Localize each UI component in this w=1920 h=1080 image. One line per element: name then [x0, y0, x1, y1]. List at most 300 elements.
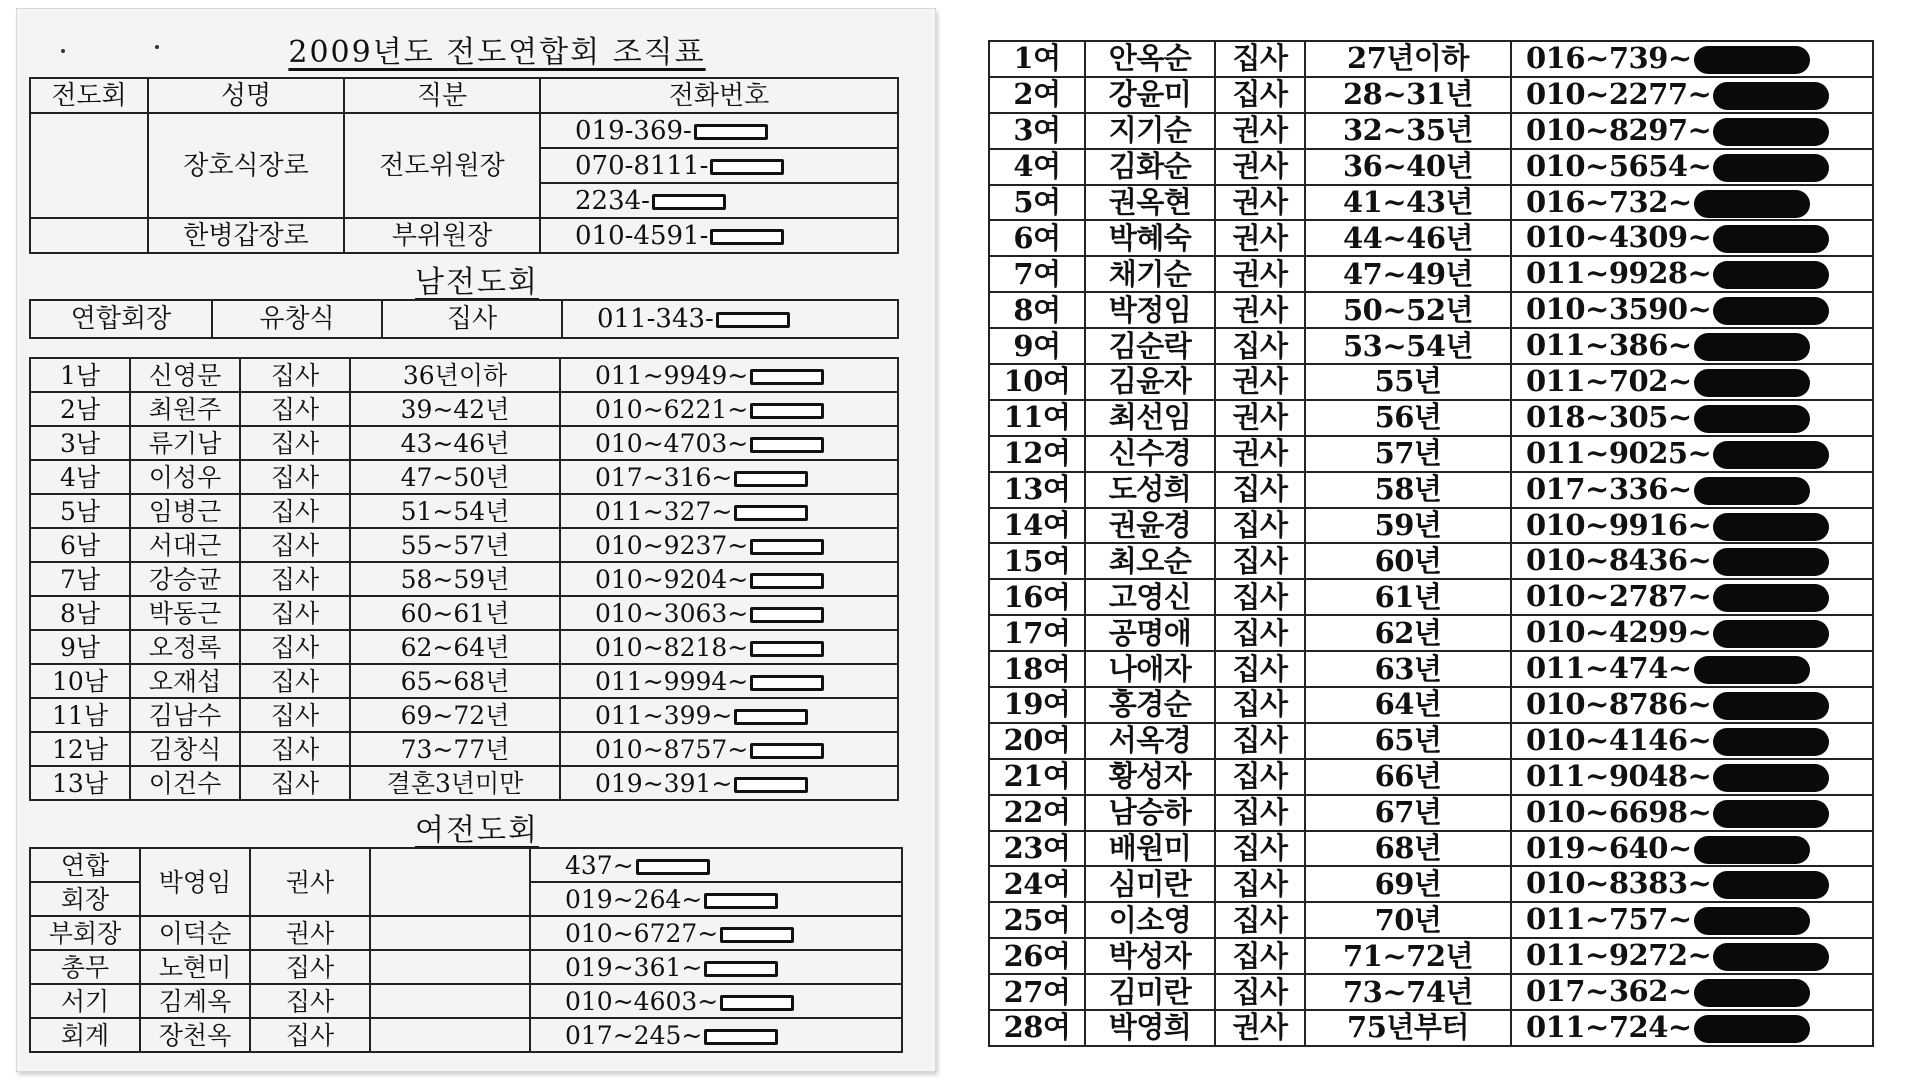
redaction-mark — [1713, 692, 1829, 720]
table-row — [989, 185, 1873, 221]
birth-year-range-cell: 44~46년 — [1305, 220, 1511, 256]
redaction-mark — [750, 641, 824, 657]
redaction-mark — [1713, 800, 1829, 828]
empty-cell — [370, 984, 530, 1018]
table-row — [30, 984, 902, 1018]
name-cell: 서대근 — [130, 528, 240, 562]
table-row — [989, 41, 1873, 77]
role-cell: 집사 — [1215, 328, 1305, 364]
label-cell: 회장 — [30, 882, 140, 916]
phone-cell: 010~5654~ — [1511, 149, 1873, 185]
name-cell: 박영희 — [1085, 1010, 1215, 1046]
name-cell: 남승하 — [1085, 795, 1215, 831]
redaction-mark — [1713, 584, 1829, 612]
role-cell: 전도위원장 — [344, 113, 540, 218]
role-cell: 집사 — [240, 630, 350, 664]
group-number-cell: 13여 — [989, 472, 1085, 508]
group-number-cell: 12남 — [30, 732, 130, 766]
phone-cell: 016~732~ — [1511, 185, 1873, 221]
phone-cell: 011~9048~ — [1511, 759, 1873, 795]
redaction-mark — [750, 437, 824, 453]
name-cell: 안옥순 — [1085, 41, 1215, 77]
empty-cell — [370, 848, 530, 916]
birth-year-range-cell: 65~68년 — [350, 664, 560, 698]
phone-cell: 011~702~ — [1511, 364, 1873, 400]
role-cell: 집사 — [1215, 687, 1305, 723]
phone-cell: 011~9025~ — [1511, 436, 1873, 472]
group-number-cell: 11여 — [989, 400, 1085, 436]
role-cell: 권사 — [250, 916, 370, 950]
table-row — [30, 528, 898, 562]
women-officers-table — [29, 847, 903, 1053]
phone-cell: 010~2277~ — [1511, 77, 1873, 113]
table-row — [30, 358, 898, 392]
name-cell: 박정임 — [1085, 292, 1215, 328]
group-number-cell: 19여 — [989, 687, 1085, 723]
table-row — [30, 916, 902, 950]
redaction-mark — [1713, 261, 1829, 289]
redaction-mark — [720, 927, 794, 943]
redaction-mark — [750, 403, 824, 419]
birth-year-range-cell: 55~57년 — [350, 528, 560, 562]
name-cell: 김남수 — [130, 698, 240, 732]
redaction-mark — [1713, 764, 1829, 792]
redaction-mark — [1694, 656, 1810, 684]
redaction-mark — [1694, 46, 1810, 74]
group-number-cell: 8남 — [30, 596, 130, 630]
birth-year-range-cell: 62년 — [1305, 615, 1511, 651]
phone-cell: 010~4309~ — [1511, 220, 1873, 256]
group-number-cell: 21여 — [989, 759, 1085, 795]
phone-cell: 010~3063~ — [560, 596, 898, 630]
phone-cell: 010~6727~ — [530, 916, 902, 950]
redaction-mark — [694, 124, 768, 140]
redaction-mark — [750, 743, 824, 759]
label-cell: 연합 — [30, 848, 140, 882]
birth-year-range-cell: 36년이하 — [350, 358, 560, 392]
group-number-cell: 1남 — [30, 358, 130, 392]
name-cell: 박동근 — [130, 596, 240, 630]
role-cell: 권사 — [1215, 292, 1305, 328]
role-cell: 집사 — [250, 984, 370, 1018]
leadership-table — [29, 77, 899, 254]
role-cell: 집사 — [1215, 866, 1305, 902]
name-cell: 이덕순 — [140, 916, 250, 950]
group-number-cell: 4남 — [30, 460, 130, 494]
redaction-mark — [1713, 82, 1829, 110]
phone-cell: 010~9237~ — [560, 528, 898, 562]
group-number-cell: 16여 — [989, 579, 1085, 615]
birth-year-range-cell: 59년 — [1305, 508, 1511, 544]
table-row — [989, 1010, 1873, 1046]
table-row — [989, 938, 1873, 974]
empty-cell — [370, 950, 530, 984]
name-cell: 강승균 — [130, 562, 240, 596]
birth-year-range-cell: 65년 — [1305, 723, 1511, 759]
birth-year-range-cell: 60~61년 — [350, 596, 560, 630]
redaction-mark — [750, 539, 824, 555]
name-cell: 김창식 — [130, 732, 240, 766]
phone-cell: 019~264~ — [530, 882, 902, 916]
redaction-mark — [1694, 979, 1810, 1007]
group-number-cell: 8여 — [989, 292, 1085, 328]
birth-year-range-cell: 63년 — [1305, 651, 1511, 687]
role-cell: 권사 — [1215, 436, 1305, 472]
birth-year-range-cell: 57년 — [1305, 436, 1511, 472]
birth-year-range-cell: 66년 — [1305, 759, 1511, 795]
label-cell: 서기 — [30, 984, 140, 1018]
birth-year-range-cell: 47~49년 — [1305, 256, 1511, 292]
name-cell: 이소영 — [1085, 902, 1215, 938]
birth-year-range-cell: 50~52년 — [1305, 292, 1511, 328]
birth-year-range-cell: 55년 — [1305, 364, 1511, 400]
birth-year-range-cell: 56년 — [1305, 400, 1511, 436]
role-cell: 집사 — [240, 494, 350, 528]
name-cell: 배원미 — [1085, 831, 1215, 867]
phone-cell: 019~640~ — [1511, 831, 1873, 867]
table-row — [989, 974, 1873, 1010]
name-cell: 장천옥 — [140, 1018, 250, 1052]
table-row — [30, 732, 898, 766]
role-cell: 집사 — [1215, 759, 1305, 795]
group-number-cell: 3남 — [30, 426, 130, 460]
table-row — [989, 866, 1873, 902]
role-cell: 집사 — [240, 766, 350, 800]
group-number-cell: 25여 — [989, 902, 1085, 938]
redaction-mark — [1713, 118, 1829, 146]
redaction-mark — [1713, 943, 1829, 971]
phone-cell: 017~336~ — [1511, 472, 1873, 508]
birth-year-range-cell: 73~77년 — [350, 732, 560, 766]
empty-cell — [30, 113, 148, 218]
role-cell: 집사 — [240, 460, 350, 494]
birth-year-range-cell: 64년 — [1305, 687, 1511, 723]
group-number-cell: 10여 — [989, 364, 1085, 400]
group-number-cell: 13남 — [30, 766, 130, 800]
phone-cell: 010~8383~ — [1511, 866, 1873, 902]
redaction-mark — [720, 995, 794, 1011]
phone-cell: 010~4299~ — [1511, 615, 1873, 651]
phone-cell: 019~361~ — [530, 950, 902, 984]
redaction-mark — [734, 777, 808, 793]
role-cell: 집사 — [240, 664, 350, 698]
role-cell: 집사 — [240, 426, 350, 460]
role-cell: 집사 — [1215, 472, 1305, 508]
scan-speck — [155, 45, 159, 49]
redaction-mark — [1694, 836, 1810, 864]
birth-year-range-cell: 41~43년 — [1305, 185, 1511, 221]
name-cell: 심미란 — [1085, 866, 1215, 902]
table-row — [30, 494, 898, 528]
table-row — [30, 596, 898, 630]
group-number-cell: 2여 — [989, 77, 1085, 113]
table-row — [989, 149, 1873, 185]
redaction-mark — [750, 607, 824, 623]
table-row — [30, 848, 902, 882]
redaction-mark — [750, 573, 824, 589]
table-row — [30, 1018, 902, 1052]
name-cell: 지기순 — [1085, 113, 1215, 149]
role-cell: 권사 — [250, 848, 370, 916]
role-cell: 권사 — [1215, 220, 1305, 256]
table-row — [989, 579, 1873, 615]
table-row — [989, 292, 1873, 328]
phone-cell: 011-343- — [562, 300, 898, 338]
group-number-cell: 14여 — [989, 508, 1085, 544]
role-cell: 집사 — [1215, 579, 1305, 615]
phone-cell: 011~9994~ — [560, 664, 898, 698]
group-number-cell: 3여 — [989, 113, 1085, 149]
table-row — [989, 328, 1873, 364]
role-cell: 권사 — [1215, 1010, 1305, 1046]
table-row — [30, 698, 898, 732]
phone-cell: 010~2787~ — [1511, 579, 1873, 615]
name-cell: 김미란 — [1085, 974, 1215, 1010]
birth-year-range-cell: 36~40년 — [1305, 149, 1511, 185]
name-cell: 신영문 — [130, 358, 240, 392]
birth-year-range-cell: 70년 — [1305, 902, 1511, 938]
redaction-mark — [1713, 548, 1829, 576]
phone-cell: 010-4591- — [540, 218, 898, 253]
group-number-cell: 12여 — [989, 436, 1085, 472]
birth-year-range-cell: 51~54년 — [350, 494, 560, 528]
phone-cell: 010~3590~ — [1511, 292, 1873, 328]
phone-cell: 010~8786~ — [1511, 687, 1873, 723]
phone-cell: 019~391~ — [560, 766, 898, 800]
empty-cell — [370, 1018, 530, 1052]
scan-speck — [61, 49, 65, 53]
birth-year-range-cell: 75년부터 — [1305, 1010, 1511, 1046]
table-row — [989, 902, 1873, 938]
table-row — [989, 508, 1873, 544]
table-header-row — [30, 78, 898, 113]
role-cell: 집사 — [1215, 831, 1305, 867]
name-cell: 김순락 — [1085, 328, 1215, 364]
table-row — [30, 664, 898, 698]
table-row — [989, 651, 1873, 687]
phone-cell: 011~474~ — [1511, 651, 1873, 687]
birth-year-range-cell: 58년 — [1305, 472, 1511, 508]
redaction-mark — [1713, 620, 1829, 648]
phone-cell: 010~8297~ — [1511, 113, 1873, 149]
birth-year-range-cell: 32~35년 — [1305, 113, 1511, 149]
group-number-cell: 5남 — [30, 494, 130, 528]
table-row — [989, 113, 1873, 149]
birth-year-range-cell: 71~72년 — [1305, 938, 1511, 974]
table-row — [989, 615, 1873, 651]
redaction-mark — [636, 859, 710, 875]
birth-year-range-cell: 53~54년 — [1305, 328, 1511, 364]
name-cell: 박성자 — [1085, 938, 1215, 974]
table-row — [989, 436, 1873, 472]
table-row — [30, 426, 898, 460]
left-scanned-sheet — [16, 8, 936, 1072]
name-cell: 유창식 — [212, 300, 382, 338]
phone-cell: 070-8111- — [540, 148, 898, 183]
table-row — [30, 950, 902, 984]
right-scanned-sheet — [982, 40, 1882, 1064]
redaction-mark — [716, 312, 790, 328]
redaction-mark — [734, 471, 808, 487]
redaction-mark — [1694, 369, 1810, 397]
phone-cell: 017~245~ — [530, 1018, 902, 1052]
birth-year-range-cell: 69년 — [1305, 866, 1511, 902]
birth-year-range-cell: 47~50년 — [350, 460, 560, 494]
phone-cell: 010~8218~ — [560, 630, 898, 664]
birth-year-range-cell: 39~42년 — [350, 392, 560, 426]
women-section-title: 여전도회 — [415, 813, 539, 848]
table-row — [989, 687, 1873, 723]
table-row — [30, 300, 898, 338]
role-cell: 집사 — [240, 358, 350, 392]
group-number-cell: 10남 — [30, 664, 130, 698]
redaction-mark — [734, 709, 808, 725]
redaction-mark — [1694, 333, 1810, 361]
name-cell: 김윤자 — [1085, 364, 1215, 400]
redaction-mark — [1713, 871, 1829, 899]
name-cell: 이건수 — [130, 766, 240, 800]
birth-year-range-cell: 73~74년 — [1305, 974, 1511, 1010]
table-row — [989, 543, 1873, 579]
role-cell: 집사 — [1215, 543, 1305, 579]
birth-year-range-cell: 27년이하 — [1305, 41, 1511, 77]
phone-cell: 437~ — [530, 848, 902, 882]
phone-cell: 019-369- — [540, 113, 898, 148]
phone-cell: 010~9916~ — [1511, 508, 1873, 544]
group-number-cell: 27여 — [989, 974, 1085, 1010]
birth-year-range-cell: 68년 — [1305, 831, 1511, 867]
phone-cell: 010~4703~ — [560, 426, 898, 460]
table-row — [989, 759, 1873, 795]
phone-cell: 2234- — [540, 183, 898, 218]
table-row — [989, 77, 1873, 113]
birth-year-range-cell: 61년 — [1305, 579, 1511, 615]
group-number-cell: 9여 — [989, 328, 1085, 364]
group-number-cell: 18여 — [989, 651, 1085, 687]
name-cell: 권옥현 — [1085, 185, 1215, 221]
group-number-cell: 5여 — [989, 185, 1085, 221]
birth-year-range-cell: 69~72년 — [350, 698, 560, 732]
group-number-cell: 15여 — [989, 543, 1085, 579]
role-cell: 집사 — [1215, 508, 1305, 544]
name-cell: 홍경순 — [1085, 687, 1215, 723]
birth-year-range-cell: 결혼3년미만 — [350, 766, 560, 800]
role-cell: 집사 — [240, 528, 350, 562]
birth-year-range-cell: 62~64년 — [350, 630, 560, 664]
role-cell: 권사 — [1215, 364, 1305, 400]
name-cell: 도성희 — [1085, 472, 1215, 508]
table-row — [30, 392, 898, 426]
phone-cell: 010~8757~ — [560, 732, 898, 766]
name-cell: 신수경 — [1085, 436, 1215, 472]
redaction-mark — [710, 229, 784, 245]
table-row — [30, 766, 898, 800]
role-cell: 집사 — [382, 300, 562, 338]
redaction-mark — [710, 159, 784, 175]
empty-cell — [370, 916, 530, 950]
men-section-title: 남전도회 — [415, 265, 539, 300]
phone-cell: 011~724~ — [1511, 1010, 1873, 1046]
role-cell: 집사 — [1215, 974, 1305, 1010]
table-row — [30, 630, 898, 664]
name-cell: 박혜숙 — [1085, 220, 1215, 256]
role-cell: 집사 — [250, 950, 370, 984]
phone-cell: 010~8436~ — [1511, 543, 1873, 579]
phone-cell: 010~9204~ — [560, 562, 898, 596]
role-cell: 권사 — [1215, 400, 1305, 436]
redaction-mark — [750, 675, 824, 691]
name-cell: 박영임 — [140, 848, 250, 916]
label-cell: 총무 — [30, 950, 140, 984]
group-number-cell: 7남 — [30, 562, 130, 596]
redaction-mark — [1694, 1015, 1810, 1043]
role-cell: 집사 — [1215, 77, 1305, 113]
name-cell: 고영신 — [1085, 579, 1215, 615]
role-cell: 권사 — [1215, 149, 1305, 185]
men-leader-table — [29, 299, 899, 339]
redaction-mark — [1713, 441, 1829, 469]
birth-year-range-cell: 67년 — [1305, 795, 1511, 831]
redaction-mark — [652, 194, 726, 210]
redaction-mark — [1713, 225, 1829, 253]
redaction-mark — [704, 961, 778, 977]
name-cell: 서옥경 — [1085, 723, 1215, 759]
header-cell: 성명 — [148, 78, 344, 113]
name-cell: 최원주 — [130, 392, 240, 426]
name-cell: 공명애 — [1085, 615, 1215, 651]
phone-cell: 018~305~ — [1511, 400, 1873, 436]
table-row — [989, 831, 1873, 867]
phone-cell: 017~316~ — [560, 460, 898, 494]
name-cell: 이성우 — [130, 460, 240, 494]
table-row — [989, 220, 1873, 256]
phone-cell: 011~327~ — [560, 494, 898, 528]
group-number-cell: 26여 — [989, 938, 1085, 974]
header-cell: 직분 — [344, 78, 540, 113]
birth-year-range-cell: 28~31년 — [1305, 77, 1511, 113]
name-cell: 황성자 — [1085, 759, 1215, 795]
role-cell: 집사 — [240, 392, 350, 426]
role-cell: 부위원장 — [344, 218, 540, 253]
group-number-cell: 6여 — [989, 220, 1085, 256]
name-cell: 류기남 — [130, 426, 240, 460]
label-cell: 부회장 — [30, 916, 140, 950]
birth-year-range-cell: 60년 — [1305, 543, 1511, 579]
group-number-cell: 7여 — [989, 256, 1085, 292]
role-cell: 집사 — [250, 1018, 370, 1052]
birth-year-range-cell: 43~46년 — [350, 426, 560, 460]
phone-cell: 010~4146~ — [1511, 723, 1873, 759]
group-number-cell: 20여 — [989, 723, 1085, 759]
phone-cell: 011~9272~ — [1511, 938, 1873, 974]
name-cell: 오재섭 — [130, 664, 240, 698]
redaction-mark — [1694, 190, 1810, 218]
table-row — [989, 256, 1873, 292]
table-row — [30, 460, 898, 494]
document-title: 2009년도 전도연합회 조직표 — [288, 35, 706, 70]
group-number-cell: 23여 — [989, 831, 1085, 867]
name-cell: 김계옥 — [140, 984, 250, 1018]
group-number-cell: 24여 — [989, 866, 1085, 902]
phone-cell: 010~6698~ — [1511, 795, 1873, 831]
name-cell: 오정록 — [130, 630, 240, 664]
phone-cell: 016~739~ — [1511, 41, 1873, 77]
phone-cell: 011~9928~ — [1511, 256, 1873, 292]
group-number-cell: 2남 — [30, 392, 130, 426]
redaction-mark — [1694, 907, 1810, 935]
name-cell: 최오순 — [1085, 543, 1215, 579]
role-cell: 집사 — [1215, 41, 1305, 77]
